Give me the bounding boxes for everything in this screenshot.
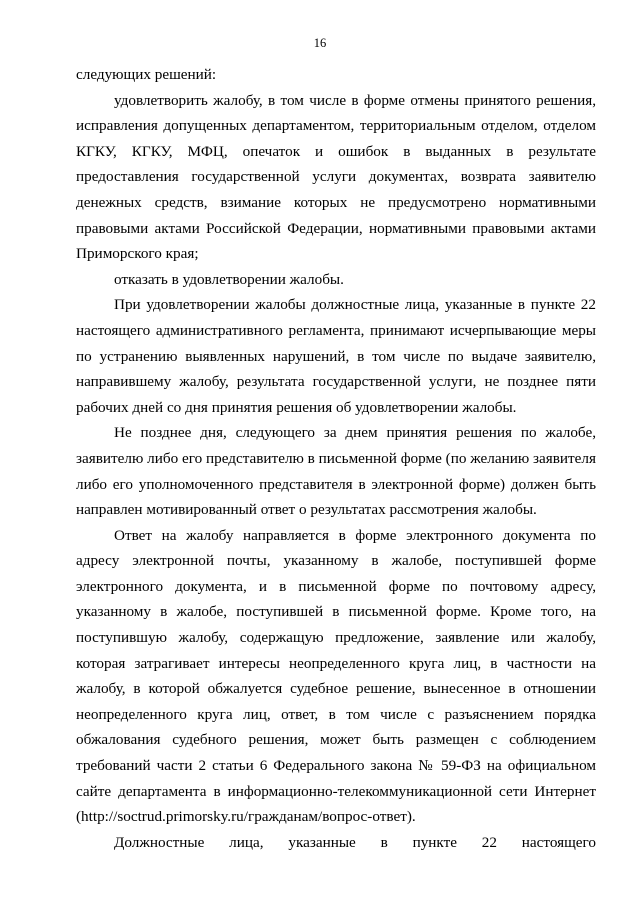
text-line: КГКУ, КГКУ, МФЦ, опечаток и ошибок в выданных в результате	[76, 142, 596, 160]
text-line: Приморского края;	[76, 245, 199, 263]
text-line: электронного документа, и в письменной форме по почтовому адресу,	[76, 577, 596, 595]
text-line: либо его уполномоченного представителя в электронной форме) должен быть	[76, 475, 596, 493]
text-line: рабочих дней со дня принятия решения об удовлетворении жалобы.	[76, 398, 517, 416]
text-line: правовыми актами Российской Федерации, нормативными правовыми актами	[76, 219, 596, 237]
text-line: (http://soctrud.primorsky.ru/гражданам/вопрос-ответ).	[76, 808, 416, 826]
text-line: Должностные лица, указанные в пункте 22 настоящего	[114, 833, 596, 851]
text-line: настоящего административного регламента, принимают исчерпывающие меры	[76, 321, 596, 339]
text-line: исправления допущенных департаментом, территориальным отделом, отделом	[76, 117, 596, 135]
text-line: по устранению выявленных нарушений, в том числе по выдаче заявителю,	[76, 347, 596, 365]
text-line: которая затрагивает интересы неопределенного круга лиц, в частности на	[76, 654, 596, 672]
page-number: 16	[313, 36, 327, 50]
text-line: направившему жалобу, результата государственной услуги, не позднее пяти	[76, 373, 596, 391]
text-line: следующих решений:	[76, 66, 217, 83]
text-line: жалобу, в которой обжалуется судебное решение, вынесенное в отношении	[76, 680, 596, 698]
text-line: неопределенного круга лиц, ответ, в том числе с разъяснением порядка	[76, 705, 596, 723]
text-line: При удовлетворении жалобы должностные лица, указанные в пункте 22	[114, 296, 596, 314]
text-line: удовлетворить жалобу, в том числе в форме отмены принятого решения,	[114, 91, 596, 109]
text-line: направлен мотивированный ответ о результатах рассмотрения жалобы.	[76, 501, 537, 519]
text-line: Ответ на жалобу направляется в форме электронного документа по	[114, 526, 596, 544]
text-line: требований части 2 статьи 6 Федерального закона № 59-ФЗ на официальном	[76, 757, 596, 775]
text-line: указанному в жалобе, поступившей в письменной форме. Кроме того, на	[76, 603, 596, 621]
document-body	[76, 62, 596, 855]
text-line: предоставления государственной услуги документах, возврата заявителю	[76, 168, 596, 186]
text-line: обжалования судебного решения, может быть размещен с соблюдением	[76, 731, 596, 749]
text-line: адресу электронной почты, указанному в жалобе, поступившей форме	[76, 552, 596, 570]
text-line: денежных средств, взимание которых не предусмотрено нормативными	[76, 193, 596, 211]
text-line: отказать в удовлетворении жалобы.	[114, 270, 344, 288]
text-line: Не позднее дня, следующего за днем принятия решения по жалобе,	[114, 424, 596, 442]
text-line: поступившую жалобу, содержащую предложение, заявление или жалобу,	[76, 629, 596, 647]
text-line: заявителю либо его представителю в письменной форме (по желанию заявителя	[76, 449, 596, 467]
text-line: сайте департамента в информационно-телекоммуникационной сети Интернет	[76, 782, 596, 800]
